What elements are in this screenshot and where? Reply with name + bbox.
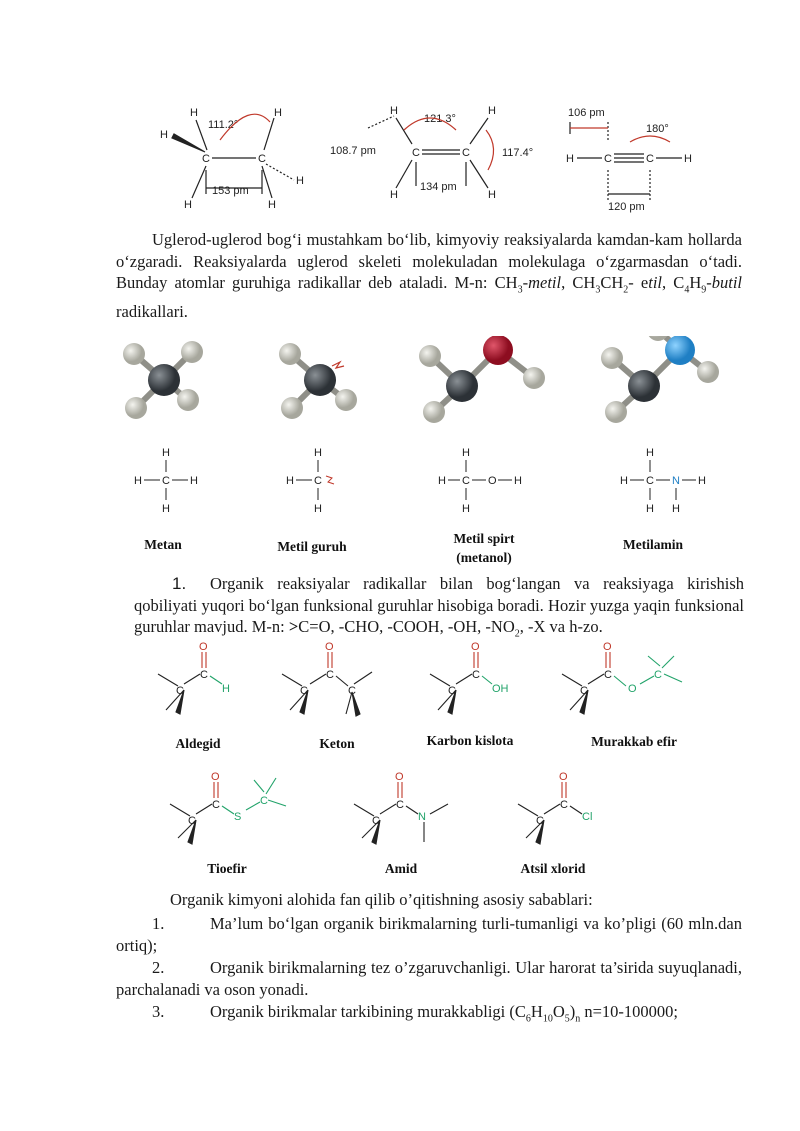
atom-label: C bbox=[326, 669, 334, 681]
atom-label: H bbox=[274, 107, 282, 119]
angle-label: 180° bbox=[646, 123, 669, 135]
ethane-structure bbox=[160, 107, 304, 211]
atom-label: H bbox=[268, 199, 276, 211]
caption-metil-spirt: Metil spirt bbox=[453, 531, 515, 546]
atom-label: C bbox=[646, 475, 654, 487]
atom-label: C bbox=[646, 153, 654, 165]
reason-item-3: 3. Organik birikmalar tarkibining murakkabligi $(C_6H_{10}O_5)_n$ n=10-100000; bbox=[116, 1001, 742, 1030]
atom-label: H bbox=[390, 189, 398, 201]
atom-label: H bbox=[314, 447, 322, 459]
atom-label: C bbox=[212, 799, 220, 811]
atom-label: C bbox=[448, 685, 456, 697]
atom-label: H bbox=[134, 475, 142, 487]
atom-label: O bbox=[199, 641, 208, 653]
atom-label: H bbox=[566, 153, 574, 165]
methane-model bbox=[123, 341, 203, 419]
atom-label: Cl bbox=[582, 811, 593, 823]
methylamine-model bbox=[601, 336, 719, 423]
atom-label: C bbox=[472, 669, 480, 681]
atom-label: H bbox=[514, 475, 522, 487]
atom-label: H bbox=[462, 447, 470, 459]
reason-item-1: 1. Ma’lum bo‘lgan organik birikmalarning turli-tumanligi va ko’pligi (60 mln.dan ortiq); bbox=[116, 914, 742, 955]
atom-label: C bbox=[580, 685, 588, 697]
atom-label: N bbox=[418, 811, 426, 823]
atom-label: C bbox=[258, 153, 266, 165]
atom-label: C bbox=[560, 799, 568, 811]
atom-label: O bbox=[395, 771, 404, 783]
atom-label: O bbox=[488, 475, 497, 487]
structural-formulas bbox=[134, 447, 706, 515]
angle-label: 111.2° bbox=[208, 119, 239, 131]
molecule-models-figure bbox=[110, 336, 740, 526]
atom-label: H bbox=[314, 503, 322, 515]
atom-label: C bbox=[462, 475, 470, 487]
atom-label: H bbox=[390, 105, 398, 117]
caption-karbon-kislota: Karbon kislota bbox=[426, 733, 514, 748]
atom-label: C bbox=[412, 147, 420, 159]
atom-label: H bbox=[296, 175, 304, 187]
atom-label: C bbox=[348, 685, 356, 697]
caption-atsil-xlorid: Atsil xlorid bbox=[520, 861, 586, 876]
atom-label: C bbox=[536, 815, 544, 827]
radicals-paragraph: Uglerod-uglerod bog‘i mustahkam bo‘lib, kimyoviy reaksiyalarda kamdan-kam hollarda o‘zgaradi. Reaksiyalarda uglerod skeleti molekuladan molekulaga o‘zgarmasdan o‘tadi. Bunday atomlar guruhiga radikallar deb ataladi. M-n: $CH_3$-metil, $CH_3CH_2-$ etil, $C_4H_9$-butil radikallari. bbox=[116, 230, 743, 321]
atom-label: H bbox=[162, 503, 170, 515]
bond-length-label: 106 pm bbox=[568, 107, 605, 119]
atom-label: H bbox=[184, 199, 192, 211]
caption-murakkab-efir: Murakkab efir bbox=[591, 734, 677, 749]
caption-tioefir: Tioefir bbox=[207, 861, 247, 876]
bond-length-label: 153 pm bbox=[212, 185, 249, 197]
atom-label: H bbox=[684, 153, 692, 165]
bond-length-label: 120 pm bbox=[608, 201, 645, 213]
atom-label: C bbox=[654, 669, 662, 681]
atom-label: H bbox=[646, 503, 654, 515]
caption-metil-guruh: Metil guruh bbox=[277, 539, 347, 554]
atom-label: O bbox=[325, 641, 334, 653]
angle-label: 117.4° bbox=[502, 147, 534, 159]
bond-length-label: 108.7 pm bbox=[330, 145, 376, 157]
atom-label: O bbox=[559, 771, 568, 783]
atom-label: OH bbox=[492, 683, 509, 695]
atom-label: C bbox=[462, 147, 470, 159]
atom-label: H bbox=[190, 107, 198, 119]
atom-label: H bbox=[160, 129, 168, 141]
list-number: 1. bbox=[152, 914, 165, 933]
atom-label: H bbox=[698, 475, 706, 487]
caption-aldegid: Aldegid bbox=[175, 736, 221, 751]
atom-label: H bbox=[190, 475, 198, 487]
atom-label: H bbox=[162, 447, 170, 459]
caption-amid: Amid bbox=[384, 861, 418, 876]
atom-label: C bbox=[260, 795, 268, 807]
atom-label: C bbox=[200, 669, 208, 681]
atom-label: H bbox=[488, 105, 496, 117]
acetylene-structure bbox=[566, 107, 692, 213]
atom-label: H bbox=[672, 503, 680, 515]
atom-label: H bbox=[462, 503, 470, 515]
caption-metanol: (metanol) bbox=[456, 550, 512, 565]
atom-label: H bbox=[646, 447, 654, 459]
atom-label: H bbox=[222, 683, 230, 695]
ethylene-structure bbox=[330, 105, 533, 201]
atom-label: C bbox=[604, 153, 612, 165]
bond-length-label: 134 pm bbox=[420, 181, 457, 193]
atom-label: C bbox=[396, 799, 404, 811]
bond-geometry-figure bbox=[150, 100, 710, 220]
list-number: 2. bbox=[152, 958, 165, 977]
methyl-group-model bbox=[279, 343, 357, 419]
functional-groups-paragraph: 1. Organik reaksiyalar radikallar bilan bog‘langan va reaksiyaga kirishish qobiliyati yuqori bo‘lgan funksional guruhlar hisobiga boradi. Hozir yuzga yaqin funksional guruhlar mavjud. M-n: >C=O, -CHO, -COOH, -OH, $-NO_2$, -X va h-zo. bbox=[134, 574, 744, 640]
list-number: 3. bbox=[152, 1002, 165, 1021]
atom-label: C bbox=[604, 669, 612, 681]
atom-label: C bbox=[202, 153, 210, 165]
atom-label: O bbox=[471, 641, 480, 653]
atom-label: C bbox=[314, 475, 322, 487]
atom-label: C bbox=[188, 815, 196, 827]
angle-label: 121.3° bbox=[424, 113, 456, 125]
list-number: 1. bbox=[172, 574, 187, 593]
atom-label: O bbox=[628, 683, 637, 695]
atom-label: C bbox=[176, 685, 184, 697]
atom-label: H bbox=[488, 189, 496, 201]
atom-label: H bbox=[620, 475, 628, 487]
reason-item-2: 2. Organik birikmalarning tez o’zgaruvchanligi. Ular harorat ta’sirida suyuqlanadi, parchalanadi va oson yonadi. bbox=[116, 958, 742, 999]
caption-keton: Keton bbox=[319, 736, 355, 751]
atom-label: O bbox=[211, 771, 220, 783]
caption-metan: Metan bbox=[144, 537, 182, 552]
section-intro: Organik kimyoni alohida fan qilib o’qitishning asosiy sabablari: bbox=[170, 890, 593, 909]
atom-label: S bbox=[234, 811, 242, 823]
atom-label: N bbox=[672, 475, 680, 487]
atom-label: H bbox=[438, 475, 446, 487]
atom-label: C bbox=[162, 475, 170, 487]
caption-metilamin: Metilamin bbox=[623, 537, 683, 552]
methanol-model bbox=[419, 336, 545, 423]
atom-label: O bbox=[603, 641, 612, 653]
atom-label: C bbox=[372, 815, 380, 827]
atom-label: C bbox=[300, 685, 308, 697]
atom-label: H bbox=[286, 475, 294, 487]
